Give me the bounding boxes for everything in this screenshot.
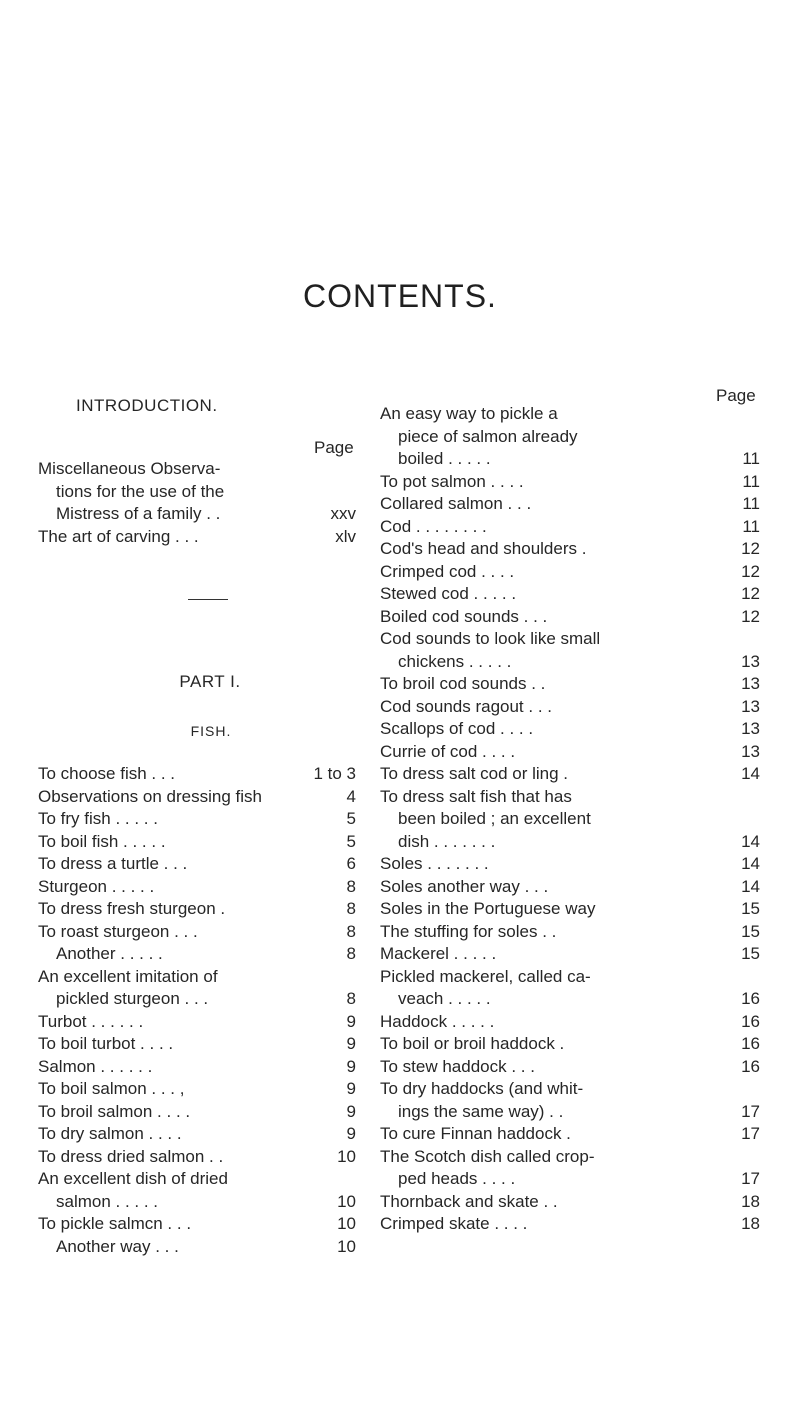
contents-entry [380,426,760,449]
entry-title: To pickle salmcn . . . [38,1214,192,1233]
entry-title: Cod sounds to look like small [380,629,601,648]
entry-title: To dry haddocks (and whit- [380,1079,584,1098]
entry-page-number: 16 [741,1056,760,1076]
entry-page-number: 16 [741,989,760,1008]
contents-entry [380,786,760,809]
entry-page-number: 12 [741,561,760,581]
entry-title: Cod sounds ragout . . . [380,696,552,716]
entry-title: Boiled cod sounds . . . [380,606,548,626]
entry-page-number: 13 [741,719,760,738]
contents-entry [38,763,356,786]
entry-page-number: 14 [741,876,760,896]
entry-page-number: 15 [741,921,760,941]
entry-title: Another way . . . [56,1236,179,1256]
section-divider [188,599,228,600]
contents-entry [380,628,760,651]
entry-page-number: 8 [346,899,356,918]
entry-title: To dress salt fish that has [380,786,572,806]
entry-title: salmon . . . . . [56,1191,159,1211]
entry-page-number: 13 [741,696,760,716]
part-subheading: FISH. [190,723,232,739]
entry-page-number: 16 [741,1011,760,1031]
entry-page-number: 18 [741,1191,760,1211]
contents-entry [38,458,356,481]
entry-title: Pickled mackerel, called ca- [380,966,591,986]
entry-title: Crimped cod . . . . [380,561,515,581]
contents-entry [38,921,356,944]
contents-entry [380,718,760,741]
contents-entry [38,1123,356,1146]
entry-title: Salmon . . . . . . [38,1056,153,1076]
left-contents-column [38,763,356,1258]
entry-page-number: 5 [346,831,356,851]
entry-title: An excellent dish of dried [38,1169,228,1188]
entry-page-number: 4 [346,786,356,806]
contents-entry [380,1078,760,1101]
entry-page-number: 10 [337,1236,356,1256]
contents-entry [380,876,760,899]
contents-entry [38,1101,356,1124]
entry-title: boiled . . . . . [398,449,491,468]
entry-page-number: 16 [741,1034,760,1053]
entry-title: The art of carving . . . [38,526,199,546]
contents-entry [380,493,760,516]
entry-page-number: 8 [346,876,356,896]
contents-entry [380,1191,760,1214]
introduction-page-label: Page [314,438,354,457]
contents-entry [380,403,760,426]
entry-title: To boil turbot . . . . [38,1034,174,1053]
entry-page-number: 9 [346,1034,356,1053]
contents-entry [38,1213,356,1236]
contents-entry [38,966,356,989]
entry-page-number: 1 to 3 [313,764,356,783]
entry-page-number: 11 [742,516,760,536]
entry-title: To dress dried salmon . . [38,1146,224,1166]
contents-entry [380,741,760,764]
entry-title: To roast sturgeon . . . [38,921,198,941]
contents-entry [38,1236,356,1259]
entry-page-number: 17 [741,1169,760,1188]
contents-entry [380,1101,760,1124]
right-contents-column [380,403,760,1236]
contents-entry [38,1011,356,1034]
entry-title: To boil or broil haddock . [380,1034,565,1053]
entry-title: Miscellaneous Observa- [38,459,221,478]
entry-page-number: 9 [346,1124,356,1143]
entry-page-number: 12 [741,584,760,603]
contents-entry [380,921,760,944]
entry-title: To broil cod sounds . . [380,674,546,693]
contents-entry [38,1033,356,1056]
contents-entry [380,538,760,561]
entry-title: tions for the use of the [56,481,225,501]
entry-page-number: 9 [346,1101,356,1121]
entry-title: veach . . . . . [398,989,491,1008]
entry-title: To dress fresh sturgeon . [38,899,226,918]
entry-page-number: 8 [346,921,356,941]
entry-title: chickens . . . . . [398,651,512,671]
contents-entry [380,1056,760,1079]
entry-page-number: 13 [741,674,760,693]
contents-entry [380,471,760,494]
contents-entry [380,831,760,854]
entry-page-number: 15 [741,944,760,963]
entry-title: pickled sturgeon . . . [56,989,209,1008]
entry-title: To boil fish . . . . . [38,831,166,851]
contents-entry [380,988,760,1011]
contents-entry [38,943,356,966]
contents-entry [38,808,356,831]
contents-entry [38,1168,356,1191]
contents-entry [380,1011,760,1034]
entry-title: Scallops of cod . . . . [380,719,534,738]
contents-entry [380,1033,760,1056]
entry-title: ings the same way) . . [398,1101,564,1121]
contents-entry [380,673,760,696]
contents-entry [380,606,760,629]
entry-page-number: 9 [346,1079,356,1098]
entry-page-number: 17 [741,1101,760,1121]
entry-title: The stuffing for soles . . [380,921,557,941]
introduction-list [38,458,356,548]
entry-title: An easy way to pickle a [380,404,558,423]
contents-entry [380,1123,760,1146]
entry-page-number: 14 [741,831,760,851]
entry-page-number: 12 [741,539,760,558]
contents-entry [380,898,760,921]
entry-title: The Scotch dish called crop- [380,1146,595,1166]
entry-title: Observations on dressing fish [38,786,262,806]
page-title: CONTENTS. [303,278,497,314]
contents-entry [38,1191,356,1214]
entry-page-number: xlv [335,526,356,546]
contents-entry [380,763,760,786]
entry-page-number: xxv [330,504,356,523]
entry-page-number: 11 [742,471,760,491]
contents-entry [380,651,760,674]
entry-title: Collared salmon . . . [380,494,532,513]
entry-title: been boiled ; an excellent [398,809,591,828]
entry-title: Currie of cod . . . . [380,741,516,761]
entry-title: Mackerel . . . . . [380,944,497,963]
entry-title: Another . . . . . [56,944,163,963]
entry-title: Sturgeon . . . . . [38,876,155,896]
introduction-heading: INTRODUCTION. [76,396,218,415]
entry-page-number: 17 [741,1124,760,1143]
contents-entry [38,898,356,921]
contents-entry [380,583,760,606]
contents-entry [380,448,760,471]
entry-title: Soles . . . . . . . [380,854,489,873]
entry-title: Cod . . . . . . . . [380,516,487,536]
contents-entry [380,966,760,989]
entry-title: Crimped skate . . . . [380,1214,528,1233]
entry-title: To boil salmon . . . , [38,1079,185,1098]
contents-entry [38,786,356,809]
entry-page-number: 10 [337,1146,356,1166]
entry-page-number: 10 [337,1191,356,1211]
contents-entry [38,853,356,876]
entry-title: To choose fish . . . [38,764,176,783]
contents-entry [38,526,356,549]
entry-title: Turbot . . . . . . [38,1011,144,1031]
entry-page-number: 14 [741,854,760,873]
contents-entry [380,516,760,539]
entry-title: Haddock . . . . . [380,1011,495,1031]
contents-entry [380,808,760,831]
contents-entry [38,988,356,1011]
entry-title: To pot salmon . . . . [380,471,524,491]
entry-title: To cure Finnan haddock . [380,1124,571,1143]
entry-title: To dry salmon . . . . [38,1124,182,1143]
entry-title: piece of salmon already [398,426,578,446]
entry-title: Soles another way . . . [380,876,549,896]
entry-page-number: 8 [346,944,356,963]
contents-entry [380,1146,760,1169]
entry-page-number: 11 [742,449,760,468]
contents-entry [380,696,760,719]
contents-entry [38,1078,356,1101]
entry-page-number: 12 [741,606,760,626]
entry-page-number: 10 [337,1214,356,1233]
entry-page-number: 11 [742,494,760,513]
contents-entry [380,1168,760,1191]
entry-page-number: 14 [741,764,760,783]
entry-title: ped heads . . . . [398,1169,516,1188]
entry-page-number: 18 [741,1214,760,1233]
entry-page-number: 8 [346,989,356,1008]
entry-title: To dress salt cod or ling . [380,764,569,783]
right-page-label: Page [716,386,756,405]
entry-title: To broil salmon . . . . [38,1101,191,1121]
contents-entry [380,561,760,584]
entry-title: To stew haddock . . . [380,1056,535,1076]
entry-title: To fry fish . . . . . [38,809,158,828]
contents-entry [380,943,760,966]
entry-page-number: 15 [741,899,760,918]
contents-entry [38,481,356,504]
entry-page-number: 9 [346,1056,356,1076]
entry-page-number: 9 [346,1011,356,1031]
entry-page-number: 13 [741,651,760,671]
contents-entry [38,1056,356,1079]
contents-entry [380,1213,760,1236]
entry-title: Thornback and skate . . [380,1191,558,1211]
entry-title: Mistress of a family . . [56,504,221,523]
entry-title: Cod's head and shoulders . [380,539,587,558]
entry-title: Stewed cod . . . . . [380,584,517,603]
entry-page-number: 13 [741,741,760,761]
part-heading: PART I. [179,672,241,691]
entry-title: dish . . . . . . . [398,831,496,851]
entry-title: To dress a turtle . . . [38,854,188,873]
contents-entry [38,876,356,899]
contents-entry [38,503,356,526]
entry-page-number: 5 [346,809,356,828]
contents-entry [38,831,356,854]
entry-title: Soles in the Portuguese way [380,899,596,918]
contents-entry [38,1146,356,1169]
entry-page-number: 6 [346,854,356,873]
entry-title: An excellent imitation of [38,966,218,986]
contents-entry [380,853,760,876]
